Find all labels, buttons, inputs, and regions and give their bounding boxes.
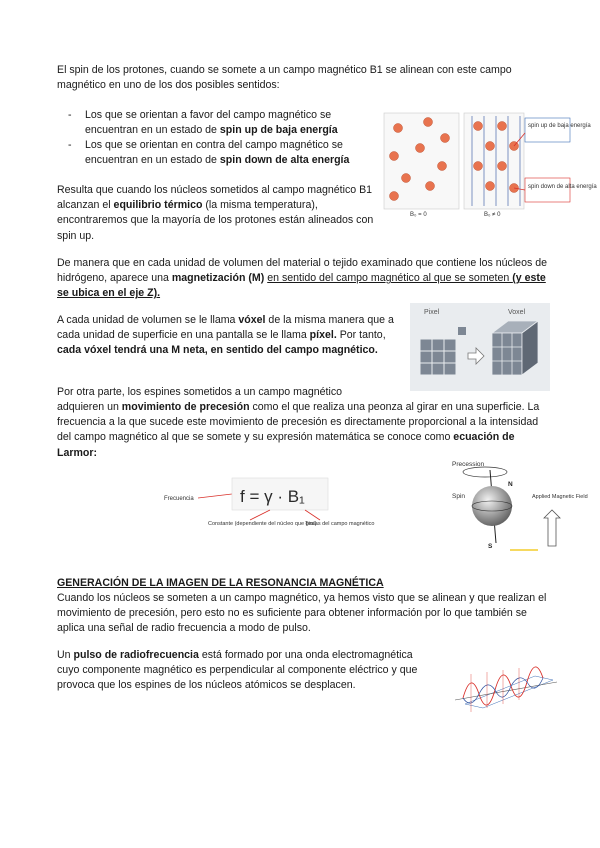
spin-alignment-figure <box>380 108 597 218</box>
text: (la misma temperatura), encontraremos que la mayoría de los protones están alineados con spin up. <box>57 199 374 242</box>
text: A cada unidad de volumen se le llama <box>57 314 239 326</box>
spin-down-label: spin down de alta energía <box>528 184 597 190</box>
bold-term: movimiento de precesión <box>121 401 250 413</box>
magnetization-paragraph <box>57 256 547 302</box>
equilibrium-paragraph <box>57 183 375 244</box>
frequency-label: Frecuencia <box>164 496 194 502</box>
pixel-grid <box>420 339 456 375</box>
intro-paragraph: El spin de los protones, cuando se somete a un campo magnético B1 se alinean con este campo magnético en uno de los dos posibles sentidos: <box>57 64 512 92</box>
spin-up-box <box>525 118 570 142</box>
section-heading: GENERACIÓN DE LA IMAGEN DE LA RESONANCIA MAGNÉTICA <box>57 577 384 589</box>
generation-paragraph: Cuando los núcleos se someten a un campo magnético, ya hemos visto que se alinean y que realizan el movimiento de precesión, pero esto no es suficiente para obtener información por lo que también se aplica una señal de radio frecuencia a modo de pulso. <box>57 592 547 635</box>
bold-term: píxel. <box>309 329 337 342</box>
bullet-spin-up <box>85 108 370 138</box>
bold-term: equilibrio térmico <box>113 199 203 212</box>
electromagnetic-wave-figure <box>445 660 560 718</box>
bullet-bold: spin down de alta energía <box>219 154 350 167</box>
south-label: S <box>488 543 493 550</box>
text: está formado por una onda electromagnética cuyo componente magnético es perpendicular al componente eléctrico y que provoca que los espines de los núcleos atómicos se desplacen. <box>57 649 418 692</box>
bold-term: cada vóxel tendrá una M neta, en sentido del campo magnético. <box>57 344 378 357</box>
single-pixel <box>458 327 466 335</box>
precession-figure <box>440 458 588 556</box>
text: Por tanto, <box>336 329 386 342</box>
right-panel <box>464 113 524 209</box>
bullet-dash-2: - <box>68 139 72 151</box>
text: como el que realiza una peonza al girar en una superficie. La frecuencia a la que sucede este movimiento de precesión es directamente proporcional a la intensidad del campo magnético al que se somete y su expresión matemática se conoce como <box>57 401 540 444</box>
constant-label: Constante (dependiente del núcleo que gira) <box>208 521 317 527</box>
voxel-cube-icon <box>492 321 538 375</box>
text: Un <box>57 649 74 661</box>
larmor-formula: f = γ · B₁ <box>240 487 305 506</box>
bold-term: ecuación de Larmor: <box>57 431 515 459</box>
north-label: N <box>508 481 513 488</box>
spin-label: Spin <box>452 493 466 500</box>
text: Resulta que cuando los núcleos sometidos al campo magnético B1 alcanzan el <box>57 184 373 212</box>
precession-paragraph <box>57 400 547 461</box>
underlined-text: en sentido del campo magnético al que se someten <box>267 272 513 285</box>
precession-label: Precession <box>452 461 485 468</box>
teslas-label: Teslas del campo magnético <box>305 521 375 527</box>
precession-orbit <box>463 467 507 477</box>
bullet-dash-1: - <box>68 109 72 121</box>
bold-term: vóxel <box>238 314 266 326</box>
bold-underlined-text: (y este se ubica en el eje Z). <box>57 272 546 300</box>
voxel-paragraph <box>57 313 397 359</box>
field-arrow-icon <box>544 510 560 546</box>
pixel-label: Pixel <box>424 309 440 316</box>
text: De manera que en cada unidad de volumen del material o tejido examinado que contiene los núcleos de hidrógeno, aparece una <box>57 257 547 285</box>
bullet-bold: spin up de baja energía <box>219 124 338 137</box>
bullet-text: Los que se orientan a favor del campo magnético se encuentran en un estado de <box>85 109 332 137</box>
larmor-equation-figure <box>160 472 375 542</box>
proton-sphere <box>472 486 512 526</box>
pixel-voxel-figure <box>410 303 550 391</box>
spin-down-box <box>525 178 570 202</box>
b0-zero-label: B₀ = 0 <box>410 212 427 218</box>
bold-term: magnetización (M) <box>171 272 265 285</box>
rf-pulse-paragraph <box>57 648 437 694</box>
spin-up-label: spin up de baja energía <box>528 123 591 129</box>
bullet-text: Los que se orientan en contra del campo magnético se encuentran en un estado de <box>85 139 343 167</box>
propagation-axis <box>455 682 557 700</box>
b0-nonzero-label: B₀ ≠ 0 <box>484 212 501 218</box>
text: adquieren un <box>57 401 122 413</box>
bold-term: pulso de radiofrecuencia <box>73 649 199 661</box>
voxel-label: Voxel <box>508 309 526 316</box>
text: de la misma manera que a cada unidad de superficie en una pantalla se le llama <box>57 314 394 342</box>
precession-paragraph-line1: Por otra parte, los espines sometidos a un campo magnético <box>57 386 343 398</box>
bullet-spin-down <box>85 138 370 168</box>
applied-field-label: Applied Magnetic Field <box>532 494 588 500</box>
